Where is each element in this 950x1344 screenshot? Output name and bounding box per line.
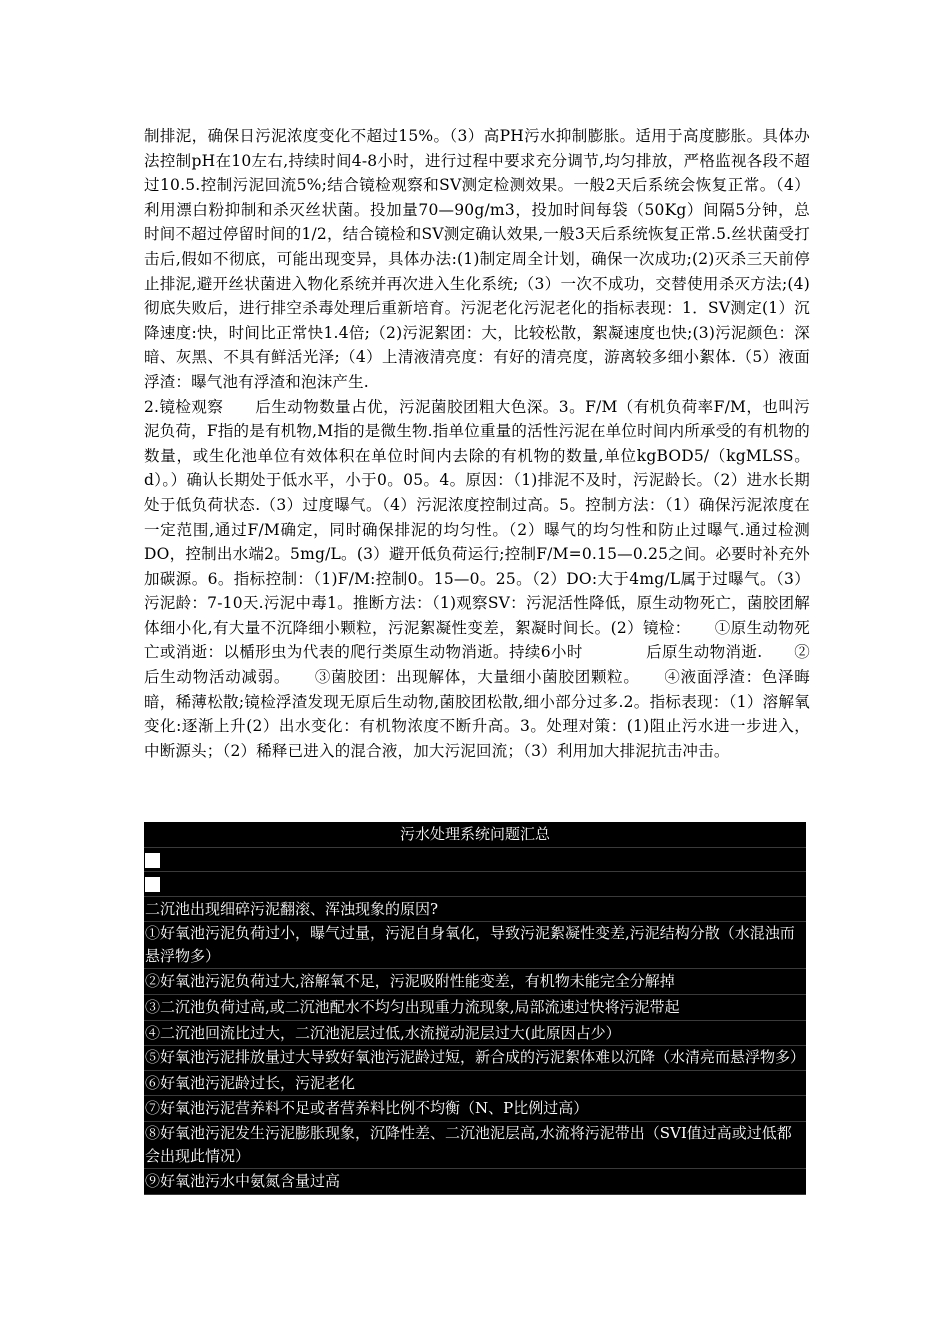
checkbox-icon — [145, 853, 160, 868]
problem-summary-table — [144, 822, 806, 1195]
table-row: ④二沉池回流比过大，二沉池泥层过低,水流搅动泥层过大(此原因占少） — [144, 1021, 806, 1047]
table-title: 污水处理系统问题汇总 — [144, 822, 806, 848]
body-text — [144, 124, 810, 763]
table-row: ⑦好氧池污泥营养料不足或者营养料比例不均衡（N、P比例过高） — [144, 1096, 806, 1122]
table-row: ⑨好氧池污水中氨氮含量过高 — [144, 1169, 806, 1195]
table-row: ②好氧池污泥负荷过大,溶解氧不足，污泥吸附性能变差，有机物未能完全分解掉 — [144, 969, 806, 995]
table-empty-row — [144, 848, 806, 873]
table-empty-row — [144, 872, 806, 897]
table-row: ⑧好氧池污泥发生污泥膨胀现象，沉降性差、二沉池泥层高,水流将污泥带出（SVI值过高或过低都会出现此情况） — [144, 1122, 806, 1169]
paragraph-microscopy-and-fm: 2.镜检观察 后生动物数量占优，污泥菌胶团粗大色深。3。F/M（有机负荷率F/M，也叫污泥负荷，F指的是有机物,M指的是微生物.指单位重量的活性污泥在单位时间内所承受的有机物的数量，或生化池单位有效体积在单位时间内去除的有机物的数量,单位kgBOD5/（kgMLSS。d）。）确认长期处于低水平，小于0。05。4。原因：（1)排泥不及时，污泥龄长。（2）进水长期处于低负荷状态.（3）过度曝气。（4）污泥浓度控制过高。5。控制方法：（1）确保污泥浓度在一定范围,通过F/M确定，同时确保排泥的均匀性。（2）曝气的均匀性和防止过曝气.通过检测DO，控制出水端2。5mg/L。(3）避开低负荷运行;控制F/M=0.15—0.25之间。必要时补充外加碳源。6。指标控制：（1)F/M:控制0。15—0。25。（2）DO:大于4mg/L属于过曝气。（3）污泥龄：7-10天.污泥中毒1。推断方法：（1)观察SV：污泥活性降低，原生动物死亡，菌胶团解体细小化,有大量不沉降细小颗粒，污泥絮凝性变差，絮凝时间长。(2）镜检： ①原生动物死亡或消逝：以楯形虫为代表的爬行类原生动物消逝。持续6小时 后原生动物消逝. ②后生动物活动减弱。 ③菌胶团：出现解体，大量细小菌胶团颗粒。 ④液面浮渣：色泽晦暗，稀薄松散;镜检浮渣发现无原后生动物,菌胶团松散,细小部分过多.2。指标表现：（1）溶解氧变化:逐渐上升(2）出水变化：有机物浓度不断升高。3。处理对策：(1)阻止污水进一步进入，中断源头；（2）稀释已进入的混合液，加大污泥回流；（3）利用加大排泥抗击冲击。 — [144, 397, 810, 760]
paragraph-sludge-treatment: 制排泥，确保日污泥浓度变化不超过15%。（3）高PH污水抑制膨胀。适用于高度膨胀。具体办法控制pH在10左右,持续时间4-8小时，进行过程中要求充分调节,均匀排放，严格监视各段不超过10.5.控制污泥回流5%;结合镜检观察和SV测定检测效果。一般2天后系统会恢复正常。（4）利用漂白粉抑制和杀灭丝状菌。投加量70—90g/m3，投加时间每袋（50Kg）间隔5分钟，总时间不超过停留时间的1/2，结合镜检和SV测定确认效果,一般3天后系统恢复正常.5.丝状菌受打击后,假如不彻底，可能出现变异，具体办法:(1)制定周全计划，确保一次成功;(2)灭杀三天前停止排泥,避开丝状菌进入物化系统并再次进入生化系统;（3）一次不成功，交替使用杀灭方法;(4)彻底失败后，进行排空杀毒处理后重新培育。污泥老化污泥老化的指标表现：1．SV测定(1）沉降速度:快，时间比正常快1.4倍;（2)污泥絮团：大，比较松散，絮凝速度也快;(3)污泥颜色：深暗、灰黑、不具有鲜活光泽;（4）上清液清亮度：有好的清亮度，游离较多细小絮体.（5）液面浮渣：曝气池有浮渣和泡沫产生. — [144, 127, 810, 391]
table-row: ③二沉池负荷过高,或二沉池配水不均匀出现重力流现象,局部流速过快将污泥带起 — [144, 995, 806, 1021]
table-question-row: 二沉池出现细碎污泥翻滚、浑浊现象的原因? — [144, 897, 806, 923]
table-row: ①好氧池污泥负荷过小，曝气过量，污泥自身氧化，导致污泥絮凝性变差,污泥结构分散（水混浊而悬浮物多） — [144, 922, 806, 969]
table-row: ⑤好氧池污泥排放量过大导致好氧池污泥龄过短，新合成的污泥絮体难以沉降（水清亮而悬浮物多） — [144, 1046, 806, 1071]
checkbox-icon — [145, 877, 160, 892]
table-row: ⑥好氧池污泥龄过长，污泥老化 — [144, 1071, 806, 1097]
